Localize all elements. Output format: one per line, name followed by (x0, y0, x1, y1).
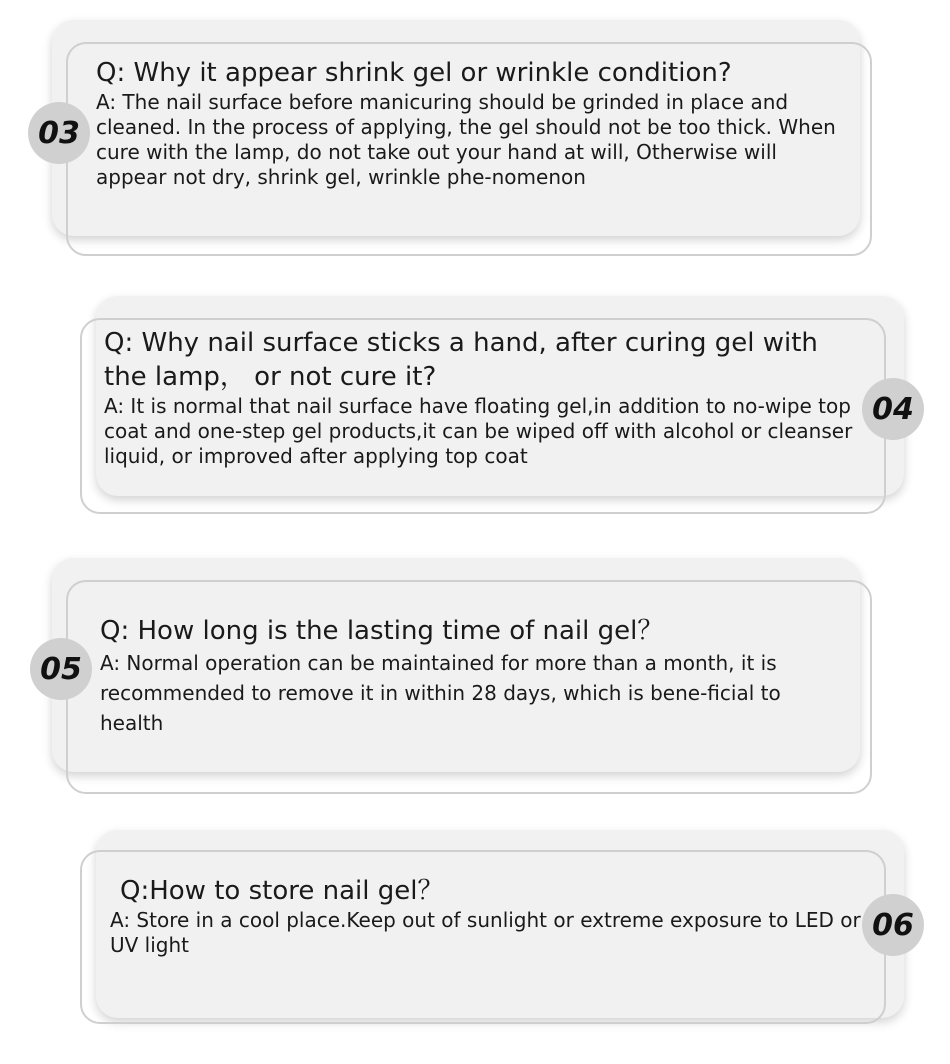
faq-card-03 (0, 0, 950, 270)
faq-card-06 (0, 820, 950, 1050)
faq-number-badge: 03 (28, 102, 90, 164)
card-content (104, 326, 856, 469)
faq-question: Q:How to store nail gel？ (120, 876, 444, 906)
faq-question: Q: How long is the lasting time of nail gel？ (100, 616, 664, 646)
faq-number-badge: 05 (30, 638, 92, 700)
faq-question: Q: Why nail surface sticks a hand, after curing gel with the lamp， or not cure it? (104, 328, 818, 392)
card-content (110, 874, 862, 958)
faq-answer: A: The nail surface before manicuring should be grinded in place and cleaned. In the process of applying, the gel should not be too thick. When cure with the lamp, do not take out your hand at will, Otherwise will appear not dry, shrink gel, wrinkle phe-nomenon (96, 90, 836, 189)
faq-card-05 (0, 550, 950, 810)
faq-answer: A: Store in a cool place.Keep out of sunlight or extreme exposure to LED or UV light (110, 908, 861, 957)
faq-answer: A: It is normal that nail surface have floating gel,in addition to no-wipe top coat and one-step gel products,it can be wiped off with alcohol or cleanser liquid, or improved after applying top coat (104, 394, 853, 468)
faq-answer: A: Normal operation can be maintained for more than a month, it is recommended to remove it in within 28 days, which is bene-ficial to health (100, 651, 781, 735)
faq-number-badge: 06 (862, 894, 924, 956)
card-content (96, 56, 848, 190)
faq-question: Q: Why it appear shrink gel or wrinkle condition? (96, 58, 732, 88)
faq-card-04 (0, 290, 950, 530)
card-content (100, 614, 850, 738)
faq-number-badge: 04 (862, 378, 924, 440)
